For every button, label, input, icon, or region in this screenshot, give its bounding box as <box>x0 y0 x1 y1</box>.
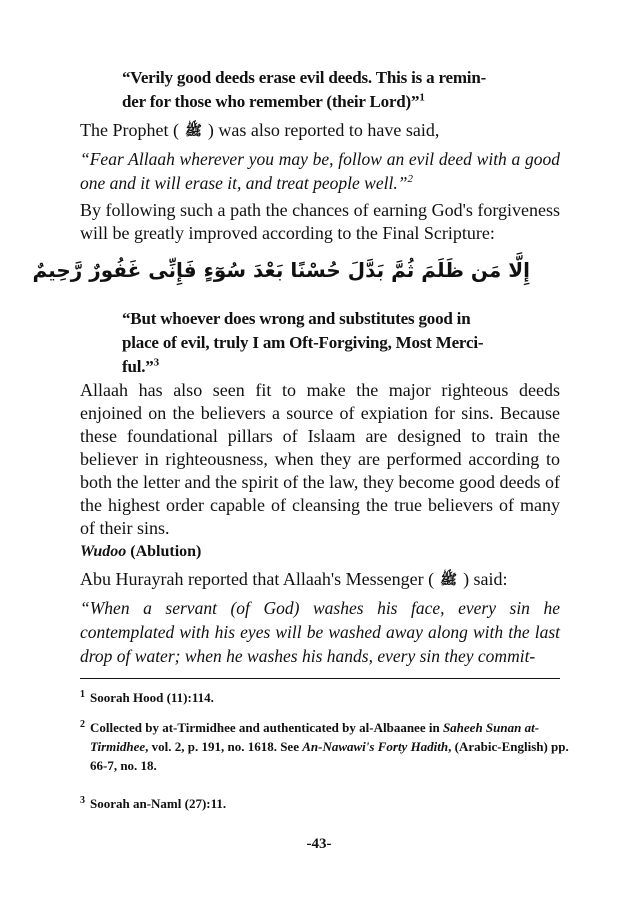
footnote-divider <box>80 678 560 679</box>
footnote-ref-1: 1 <box>419 91 425 104</box>
hadith-quote-2: “When a servant (of God) washes his face, every sin he contemplated with his eyes will be washed away along with the last drop of water; when he washes his hands, every sin they commit- <box>80 598 560 666</box>
hadith-quote-1: “Fear Allaah wherever you may be, follow an evil deed with a good one and it will erase it, and treat people well.”$^2$ <box>80 149 560 193</box>
footnote-ref-3: 3 <box>153 356 159 369</box>
section-heading-wudoo: Wudoo (Ablution) <box>80 543 202 560</box>
quote-1-line-2: der for those who remember (their Lord)”$^1$ <box>122 91 425 111</box>
salutation-symbol-icon: ﷺ <box>184 123 202 139</box>
salutation-symbol-icon: ﷺ <box>440 572 458 588</box>
quote-1-line-1: “Verily good deeds erase evil deeds. This is a remin- <box>122 68 487 87</box>
paragraph-forgiveness: By following such a path the chances of earning God's forgiveness will be greatly improved according to the Final Scripture: <box>80 200 560 243</box>
footnote-3: $^3$ Soorah an-Naml (27):11. <box>80 794 227 811</box>
footnote-ref-2: 2 <box>407 173 413 186</box>
quote-2-line-2: place of evil, truly I am Oft-Forgiving, Most Merci- <box>122 333 484 352</box>
footnote-2: $^2$ Collected by at-Tirmidhee and authenticated by al-Albaanee in Saheeh Sunan at-Tirmidhee, vol. 2, p. 191, no. 1618. See An-Nawawi's Forty Hadith, (Arabic-English) pp. 66-7, no. 18. <box>80 718 569 773</box>
quran-quote-2 <box>122 307 532 379</box>
paragraph-abu-hurayrah: Abu Hurayrah reported that Allaah's Messenger ( ﷺ ) said: <box>80 568 560 592</box>
quote-2-line-3: ful.”$^3$ <box>122 356 159 376</box>
paragraph-expiation: Allaah has also seen fit to make the major righteous deeds enjoined on the believers a source of expiation for sins. Because these foundational pillars of Islaam are designed to train the believer in righteousness, when they are performed according to both the letter and the spirit of the law, they become good deeds of the highest order capable of cleansing the true believers of many of their sins. <box>80 380 560 538</box>
arabic-verse: إِلَّا مَن ظَلَمَ ثُمَّ بَدَّلَ حُسْنًا بَعْدَ سُوٓءٍ فَإِنِّى غَفُورٌ رَّحِيمٌ <box>32 258 530 282</box>
page-number: -43- <box>306 836 332 852</box>
footnote-1: $^1$ Soorah Hood (11):114. <box>80 688 214 705</box>
quran-quote-1 <box>122 66 532 114</box>
paragraph-prophet-said: The Prophet ( ﷺ ) was also reported to have said, <box>80 119 560 143</box>
quote-2-line-1: “But whoever does wrong and substitutes good in <box>122 309 471 328</box>
